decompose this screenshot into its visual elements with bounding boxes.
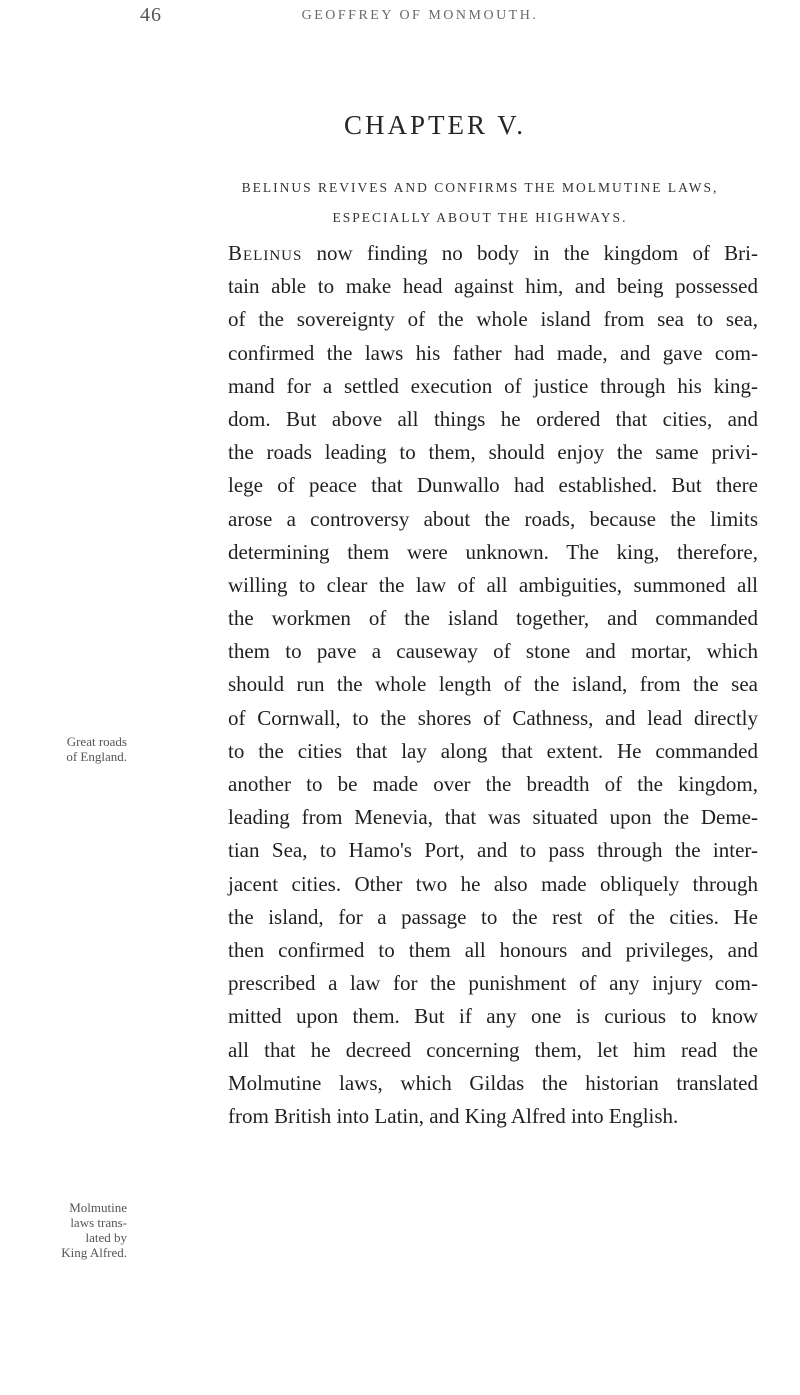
text-line: willing to clear the law of all ambiguities, summoned all: [228, 572, 758, 597]
page-number: 46: [140, 4, 162, 26]
text-line: mand for a settled execution of justice through his king-: [228, 373, 758, 398]
margin-note-line: laws trans-: [70, 1215, 127, 1230]
margin-note-line: King Alfred.: [61, 1245, 127, 1260]
text-line: from British into Latin, and King Alfred into English.: [228, 1103, 679, 1128]
text-line: the roads leading to them, should enjoy the same privi-: [228, 440, 758, 465]
chapter-subtitle-line: BELINUS REVIVES AND CONFIRMS THE MOLMUTINE LAWS,: [241, 180, 719, 195]
text-line: determining them were unknown. The king, therefore,: [228, 539, 758, 564]
text-line: them to pave a causeway of stone and mortar, which: [228, 639, 758, 664]
text-line: jacent cities. Other two he also made obliquely through: [228, 871, 758, 896]
text-line: Belinus now finding no body in the kingdom of Bri-: [228, 241, 758, 265]
body-text: [228, 237, 758, 1133]
text-line: prescribed a law for the punishment of any injury com-: [228, 971, 758, 996]
margin-note-line: Molmutine: [69, 1200, 127, 1215]
margin-note-line: Great roads: [66, 734, 127, 749]
text-line: to the cities that lay along that extent. He commanded: [228, 738, 758, 763]
text-line: of the sovereignty of the whole island from sea to sea,: [228, 307, 758, 332]
text-line: mitted upon them. But if any one is curious to know: [228, 1004, 758, 1029]
text-line: leading from Menevia, that was situated upon the Deme-: [228, 805, 758, 830]
text-line: tian Sea, to Hamo's Port, and to pass through the inter-: [228, 838, 758, 863]
text-line: confirmed the laws his father had made, and gave com-: [228, 340, 758, 365]
margin-note-roads: [45, 734, 127, 764]
text-line: another to be made over the breadth of the kingdom,: [228, 772, 758, 796]
margin-note-laws: [45, 1200, 127, 1260]
chapter-title: CHAPTER V.: [343, 110, 527, 140]
text-line: lege of peace that Dunwallo had established. But there: [228, 473, 758, 498]
text-line: should run the whole length of the island, from the sea: [228, 672, 758, 697]
chapter-subtitle: [200, 173, 760, 233]
text-line: then confirmed to them all honours and privileges, and: [228, 937, 758, 962]
text-line: arose a controversy about the roads, because the limits: [228, 506, 758, 531]
text-line: dom. But above all things he ordered that cities, and: [228, 406, 758, 431]
text-line: the workmen of the island together, and commanded: [228, 606, 758, 631]
margin-note-line: of England.: [66, 749, 127, 764]
drop-word: Belinus: [228, 241, 303, 265]
margin-note-line: lated by: [85, 1230, 127, 1245]
text-line: all that he decreed concerning them, let him read the: [228, 1037, 758, 1062]
chapter-subtitle-line: ESPECIALLY ABOUT THE HIGHWAYS.: [332, 210, 628, 225]
text-line: of Cornwall, to the shores of Cathness, and lead directly: [228, 705, 758, 730]
text-line: tain able to make head against him, and being possessed: [228, 274, 758, 299]
text-line: Molmutine laws, which Gildas the historian translated: [228, 1070, 758, 1095]
text-line: the island, for a passage to the rest of the cities. He: [228, 904, 758, 929]
running-head: GEOFFREY OF MONMOUTH.: [301, 8, 539, 23]
